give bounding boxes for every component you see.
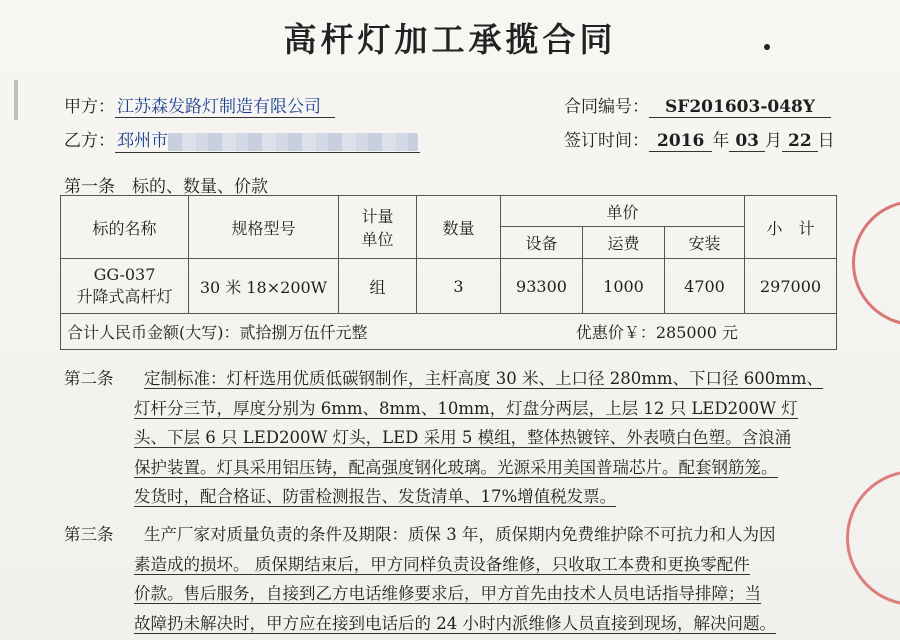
header-unit: 计量单位	[339, 196, 417, 259]
clause-line: 头、下层 6 只 LED200W 灯头，LED 采用 5 模组，整体热镀锌、外表喷白色塑。含浪涌	[134, 428, 792, 447]
cell-equip: 93300	[501, 259, 583, 313]
cell-install: 4700	[665, 259, 745, 313]
total-words: 贰拾捌万伍仟元整	[239, 322, 368, 342]
seal-stamp	[852, 200, 900, 326]
clause-3-tag: 第三条	[64, 525, 114, 544]
clause-line: 发货时，配合格证、防雷检测报告、发货清单、17%增值税发票。	[134, 487, 617, 506]
header-install: 安装	[665, 227, 745, 259]
header-price: 单价	[501, 196, 745, 227]
clause-3-body	[134, 520, 900, 638]
clause-2-body	[134, 364, 900, 512]
header-spec: 规格型号	[189, 196, 339, 259]
clause-line: 价款。售后服务，自接到乙方电话维修要求后，甲方首先由技术人员电话指导排障；当	[134, 584, 761, 603]
clause-line: 素造成的损坏。 质保期结束后，甲方同样负责设备维修，只收取工本费和更换零配件	[134, 554, 750, 574]
binding-mark	[14, 80, 18, 120]
total-row	[61, 313, 837, 349]
clause-line: 故障扔未解决时，甲方应在接到电话后的 24 小时内派维修人员直接到现场，解决问题。	[134, 613, 776, 633]
sign-month: 03	[729, 131, 765, 152]
contract-title: 高杆灯加工承揽合同	[283, 20, 617, 59]
party-b	[64, 126, 420, 151]
party-b-label: 乙方：	[64, 131, 115, 151]
clause-line: 生产厂家对质量负责的条件及期限：质保 3 年，质保期内免费维护除不可抗力和人为因	[144, 525, 776, 544]
clause-2-tag: 第二条	[64, 369, 114, 388]
party-a-label: 甲方：	[64, 97, 115, 117]
header-equip: 设备	[501, 227, 583, 259]
year-char: 年	[712, 131, 730, 151]
header-name: 标的名称	[61, 196, 189, 259]
table-row	[61, 259, 837, 313]
total-label: 合计人民币金额(大写)：	[67, 322, 240, 342]
sign-day: 22	[782, 131, 818, 152]
discount-price: 优惠价￥：285000 元	[575, 322, 739, 342]
cell-name-desc: 升降式高杆灯	[76, 287, 173, 307]
day-char: 日	[817, 131, 835, 151]
clause-line: 灯杆分三节，厚度分别为 6mm、8mm、10mm，灯盘分两层，上层 12 只 LED200W 灯	[134, 398, 798, 418]
party-a	[64, 92, 335, 117]
sign-year: 2016	[649, 131, 712, 152]
clause-line: 保护装置。灯具采用铝压铸，配高强度钢化玻璃。光源采用美国普瑞芯片。配套钢筋笼。	[134, 457, 778, 477]
month-char: 月	[765, 131, 782, 151]
cell-name	[61, 259, 189, 313]
cell-freight: 1000	[583, 259, 665, 313]
clause-line: 定制标准：灯杆选用优质低碳钢制作，主杆高度 30 米、上口径 280mm、下口径 600mm、	[144, 369, 824, 388]
header-subtotal: 小 计	[745, 196, 837, 259]
cell-subtotal: 297000	[745, 259, 837, 313]
sign-date	[564, 126, 835, 151]
price-table	[60, 195, 837, 350]
party-a-value: 江苏森发路灯制造有限公司	[115, 97, 335, 118]
contract-no-value: SF201603-048Y	[649, 97, 831, 118]
cell-qty: 3	[417, 259, 501, 313]
party-b-value: 邳州市	[117, 131, 168, 150]
section-1-heading: 第一条 标的、数量、价款	[64, 177, 268, 197]
cell-spec: 30 米 18×200W	[189, 259, 339, 313]
contract-number	[564, 92, 831, 117]
cell-name-code: GG-037	[93, 265, 156, 285]
header-qty: 数量	[417, 196, 501, 259]
contract-no-label: 合同编号：	[564, 97, 649, 117]
redacted-region	[168, 133, 418, 151]
sign-date-label: 签订时间：	[564, 131, 649, 151]
cell-unit: 组	[339, 259, 417, 313]
header-freight: 运费	[583, 227, 665, 259]
